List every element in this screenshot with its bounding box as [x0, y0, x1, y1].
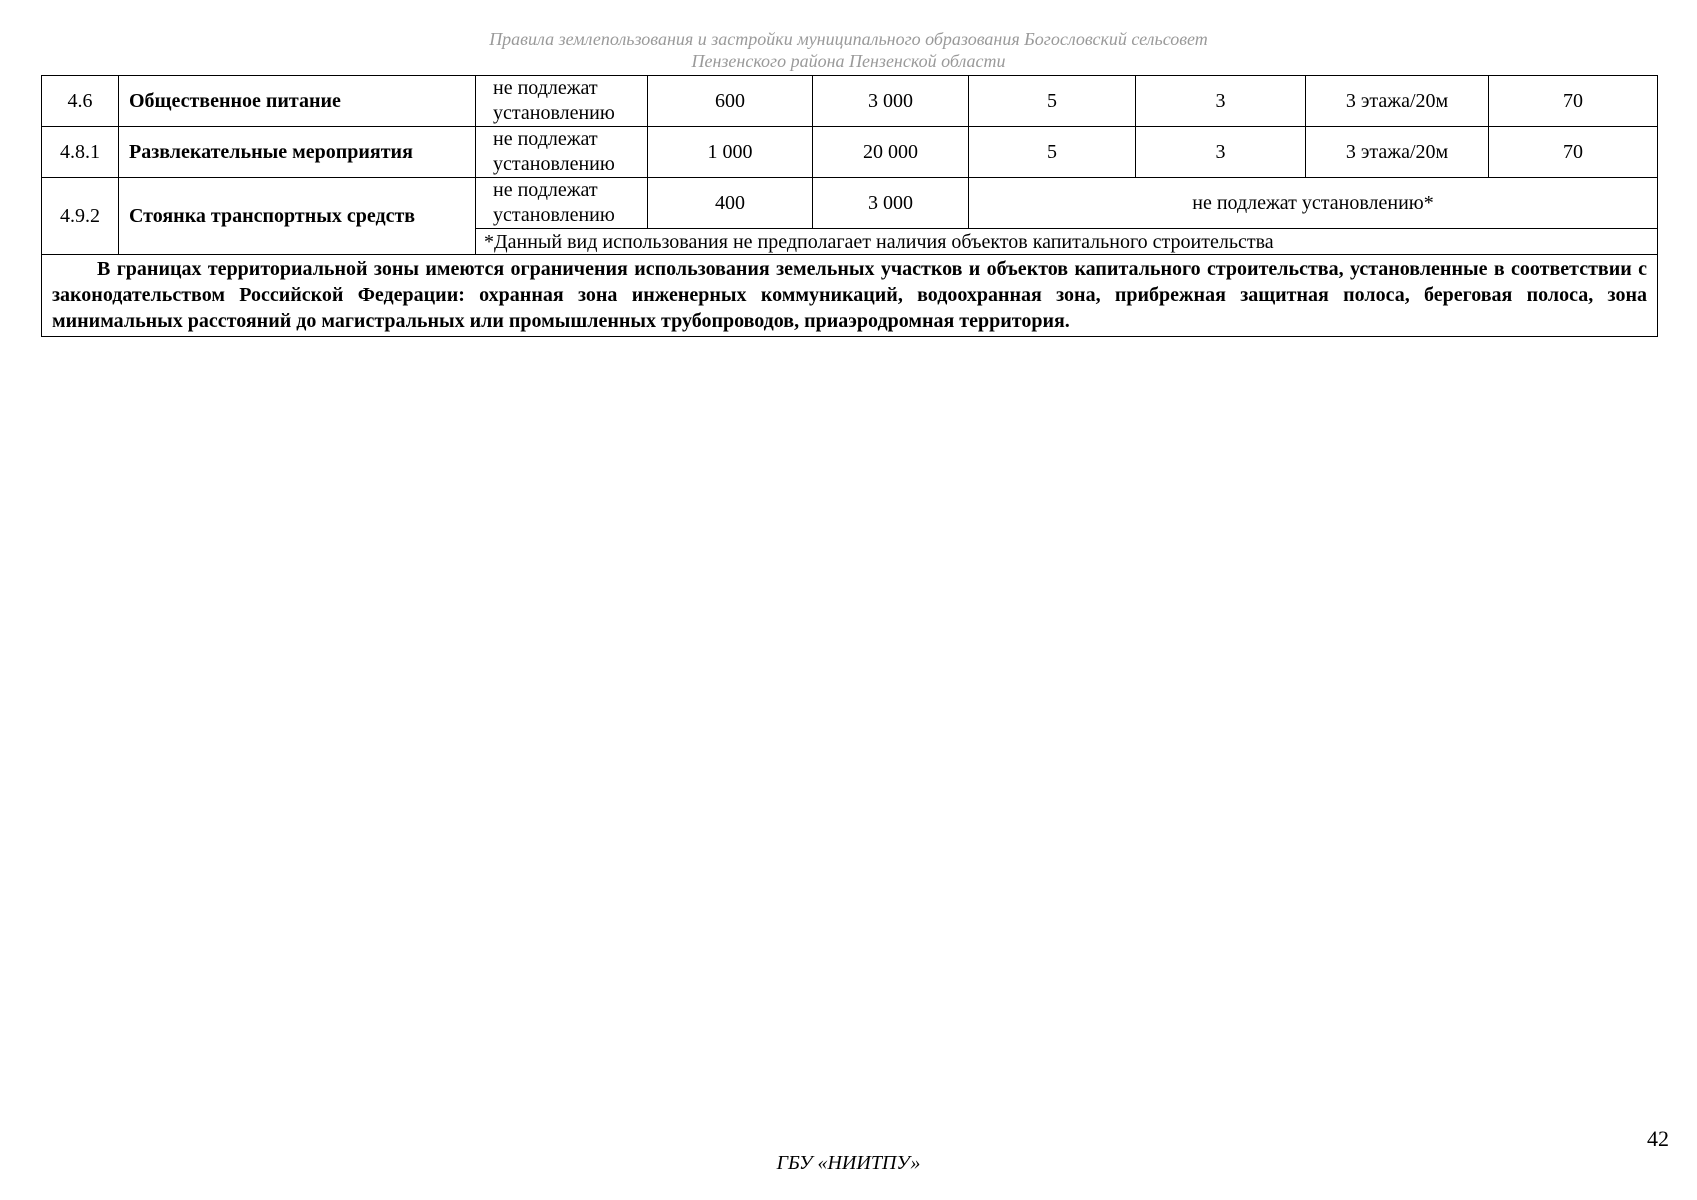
zone-restrictions-text: В границах территориальной зоны имеются ограничения использования земельных участков и объектов капитального строительства, установленные в соответствии с законодательством Российской Федерации: охранная зона инженерных коммуникаций, водоохранная зона, прибрежная защитная полоса, береговая полоса, зона минимальных расстояний до магистральных или промышленных трубопроводов, приаэродромная территория.	[42, 255, 1658, 337]
table-row	[42, 127, 1658, 178]
row-code: 4.9.2	[42, 178, 119, 255]
row-width: не подлежат установлению	[476, 178, 648, 229]
row-width: не подлежат установлению	[476, 76, 648, 127]
row-min-area: 400	[648, 178, 813, 229]
document-header	[0, 28, 1697, 72]
row-min-area: 1 000	[648, 127, 813, 178]
row-code: 4.8.1	[42, 127, 119, 178]
header-line-1: Правила землепользования и застройки муниципального образования Богословский сельсовет	[489, 29, 1208, 49]
row-height: 3 этажа/20м	[1306, 127, 1489, 178]
row-height: 3 этажа/20м	[1306, 76, 1489, 127]
row-setback-other: 3	[1136, 76, 1306, 127]
row-footnote: *Данный вид использования не предполагает наличия объектов капитального строительства	[476, 229, 1658, 255]
row-setback-front: 5	[969, 127, 1136, 178]
row-use-name: Общественное питание	[119, 76, 476, 127]
table-row	[42, 178, 1658, 229]
row-max-area: 3 000	[813, 76, 969, 127]
row-setback-front: 5	[969, 76, 1136, 127]
row-setback-other: 3	[1136, 127, 1306, 178]
page-number: 42	[1647, 1126, 1669, 1151]
document-footer: ГБУ «НИИТПУ»	[776, 1152, 921, 1174]
row-coverage: 70	[1489, 76, 1658, 127]
row-merged-params: не подлежат установлению*	[969, 178, 1658, 229]
header-line-2: Пензенского района Пензенской области	[691, 51, 1006, 71]
row-use-name: Развлекательные мероприятия	[119, 127, 476, 178]
row-width: не подлежат установлению	[476, 127, 648, 178]
table-row	[42, 76, 1658, 127]
zoning-parameters-table	[41, 75, 1658, 337]
row-code: 4.6	[42, 76, 119, 127]
table-row	[42, 255, 1658, 337]
row-max-area: 20 000	[813, 127, 969, 178]
row-coverage: 70	[1489, 127, 1658, 178]
row-max-area: 3 000	[813, 178, 969, 229]
row-min-area: 600	[648, 76, 813, 127]
row-use-name: Стоянка транспортных средств	[119, 178, 476, 255]
